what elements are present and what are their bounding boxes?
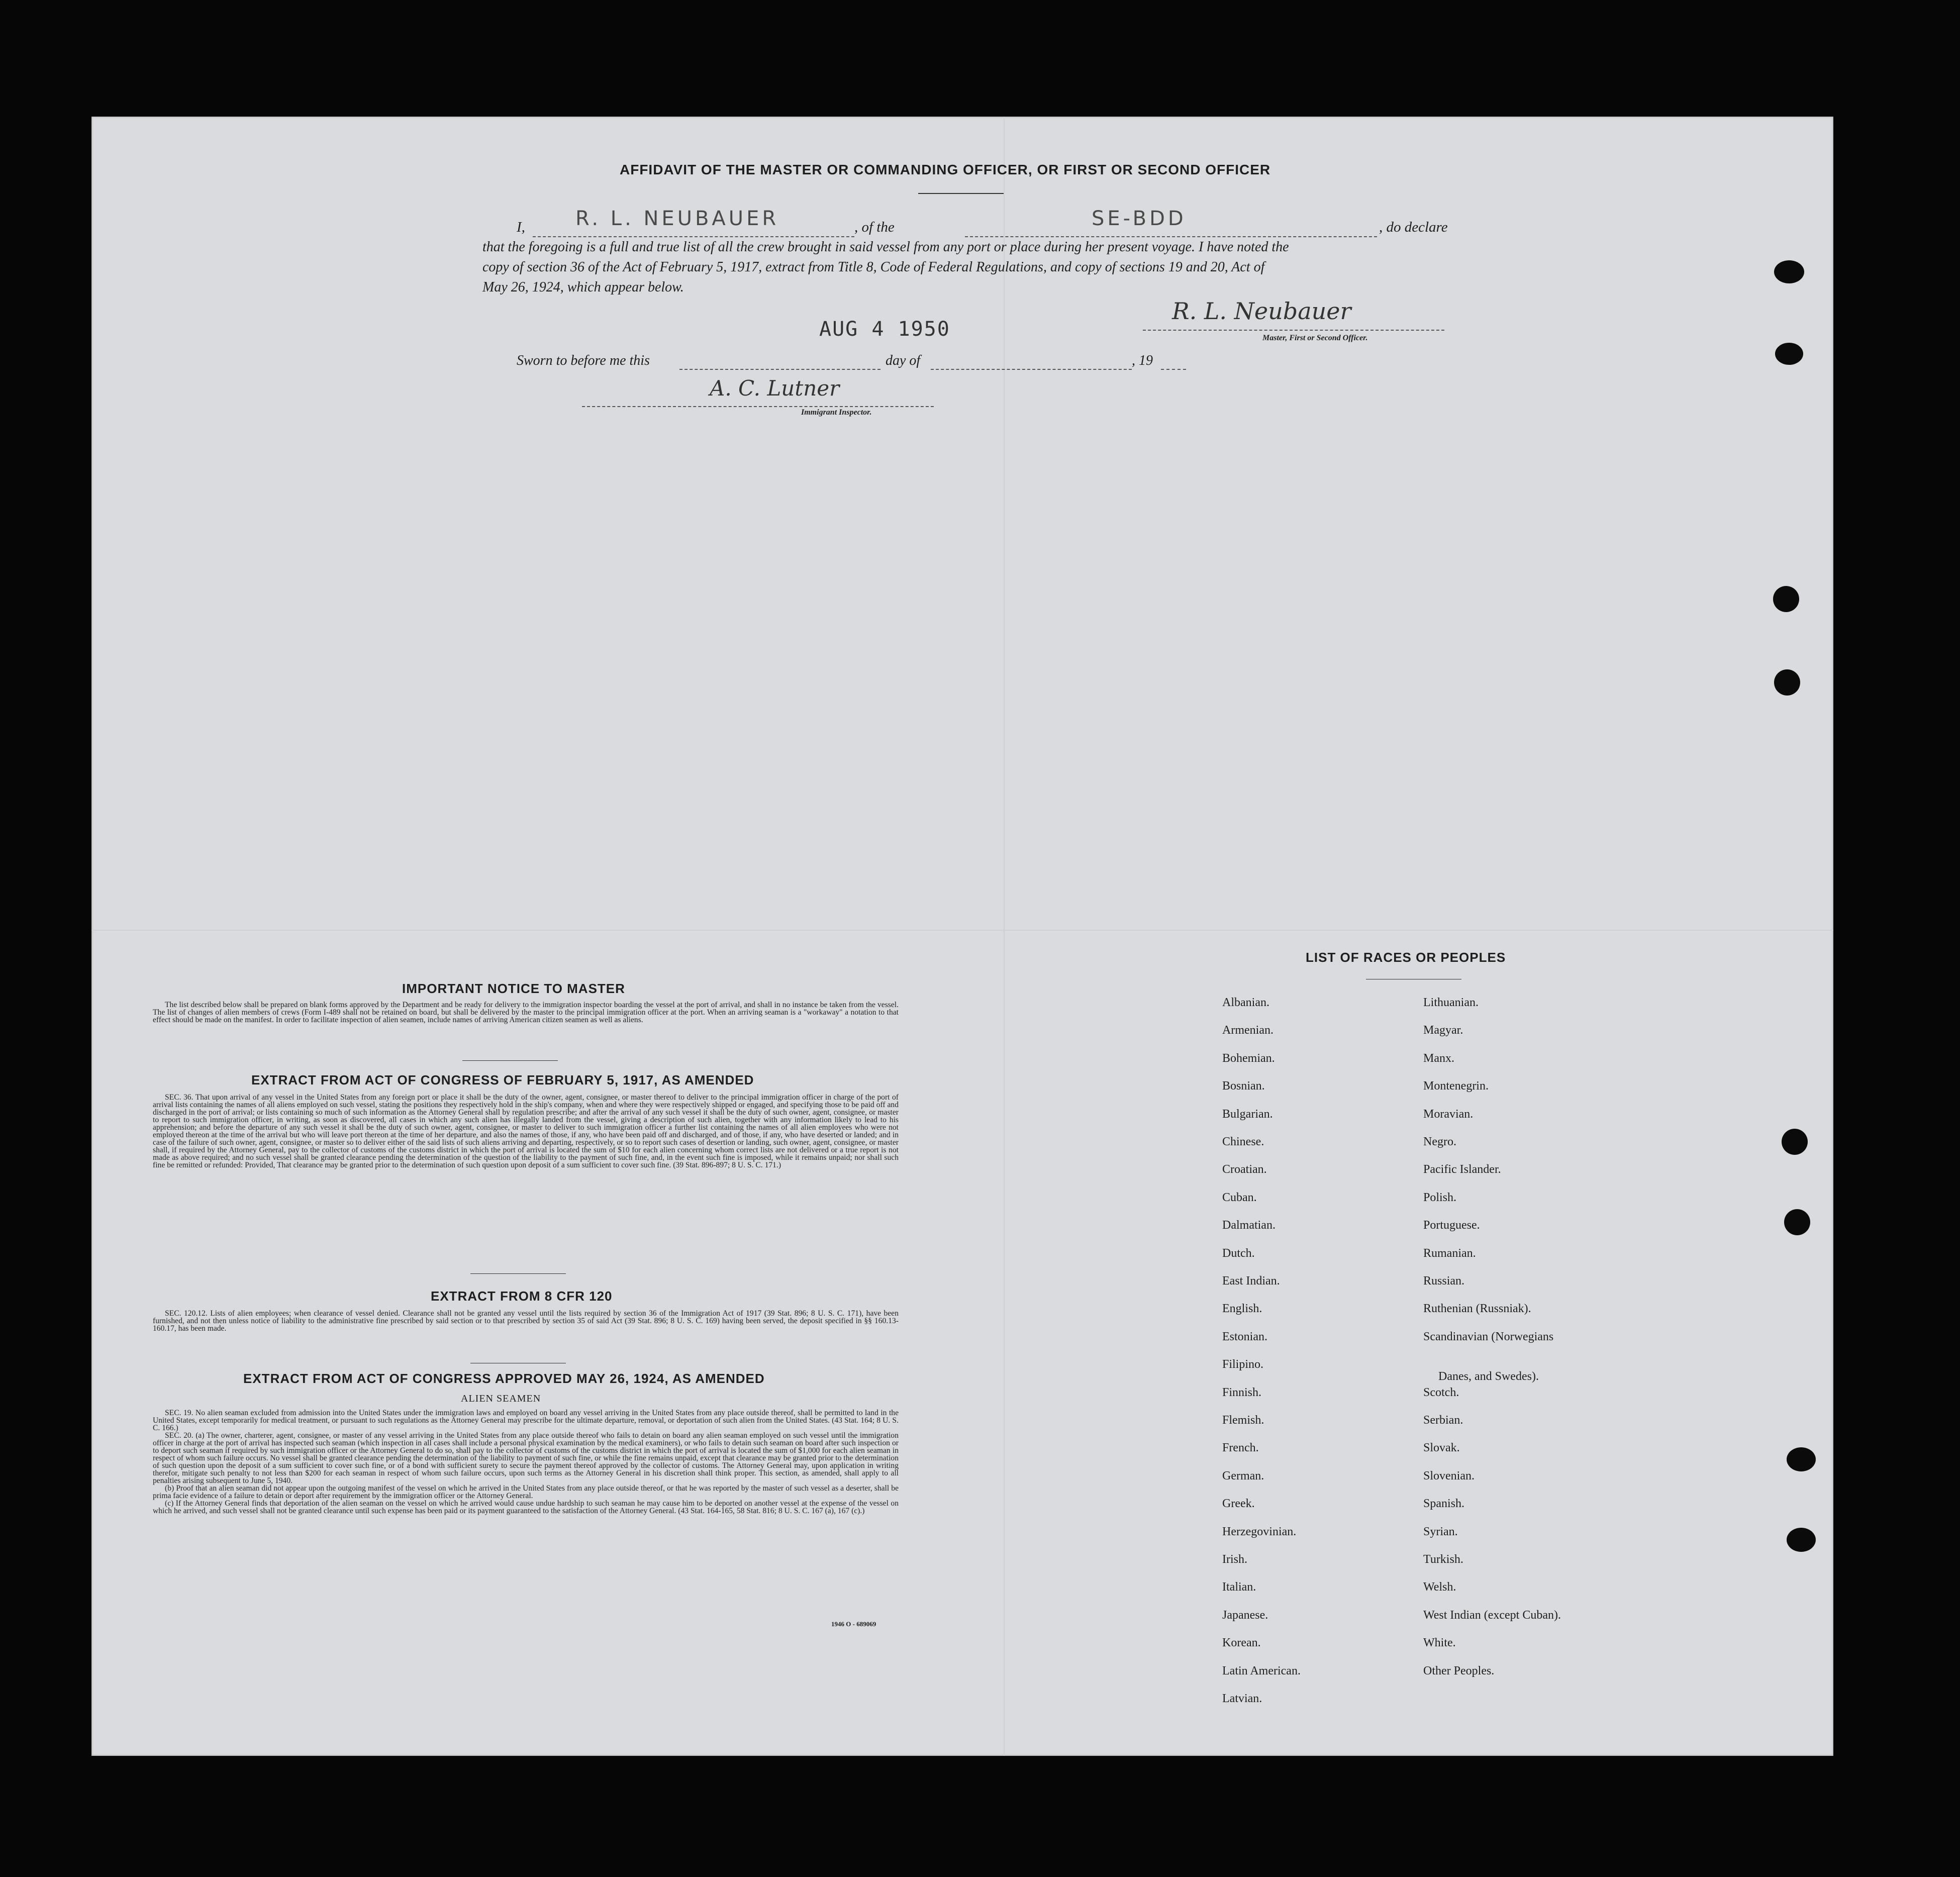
extract-1924-text xyxy=(153,1409,899,1515)
race-item: Polish. xyxy=(1423,1191,1457,1204)
race-item: Scotch. xyxy=(1423,1386,1459,1399)
race-item: Greek. xyxy=(1222,1497,1255,1511)
sec20c-paragraph: (c) If the Attorney General finds that deportation of the alien seaman on the vessel on which he arrived would cause undue hardship to such seaman he may cause him to be deported on another vessel at the expense of the vessel on which he arrived, and such vessel shall not be granted clearance until such expense has been paid or its payment guaranteed to the satisfaction of the Attorney General. (43 Stat. 164-165, 58 Stat. 816; 8 U. S. C. 167 (a), 167 (c).) xyxy=(153,1499,899,1515)
race-item: Korean. xyxy=(1222,1636,1261,1650)
race-item: Negro. xyxy=(1423,1135,1456,1148)
race-item: Ruthenian (Russniak). xyxy=(1423,1302,1531,1316)
alien-seamen-subtitle: ALIEN SEAMEN xyxy=(461,1393,541,1404)
race-item: Lithuanian. xyxy=(1423,996,1479,1009)
race-item: Estonian. xyxy=(1222,1330,1267,1343)
race-item: Portuguese. xyxy=(1423,1219,1480,1232)
master-caption: Master, First or Second Officer. xyxy=(1262,334,1368,342)
inspector-signature: A. C. Lutner xyxy=(710,376,840,401)
race-item: Danes, and Swedes). xyxy=(1438,1370,1539,1384)
race-item: Syrian. xyxy=(1423,1525,1458,1538)
race-item: Latvian. xyxy=(1222,1692,1262,1705)
punch-hole xyxy=(1784,1209,1810,1235)
sec20b-paragraph: (b) Proof that an alien seaman did not appear upon the outgoing manifest of the vessel on which he arrived in the United States from any place outside thereof, or that he was reported by the master of such vessel as a deserter, shall be prima facie evidence of a failure to detain or deport after requirement by the immigration officer or the Attorney General. xyxy=(153,1484,899,1500)
sec120-paragraph: SEC. 120.12. Lists of alien employees; when clearance of vessel denied. Clearance shall not be granted any vessel until the lists required by section 36 of the Immigration Act of 1917 (39 Stat. 896; 8 U. S. C. 171), have been furnished, and not then unless notice of liability to the administrative fine prescribed by said section or to that prescribed by section 35 of said Act (39 Stat. 896; 8 U. S. C. 169) having been served, the deposit specified in §§ 160.13-160.17, has been made. xyxy=(153,1309,899,1333)
punch-hole xyxy=(1774,260,1804,283)
race-item: Bosnian. xyxy=(1222,1079,1265,1093)
master-signature: R. L. Neubauer xyxy=(1172,298,1351,325)
race-item: German. xyxy=(1222,1469,1264,1483)
race-item: Japanese. xyxy=(1222,1608,1268,1622)
race-item: White. xyxy=(1423,1636,1456,1650)
race-item: Russian. xyxy=(1423,1274,1465,1288)
sec20a-paragraph: SEC. 20. (a) The owner, charterer, agent, consignee, or master of any vessel arriving in the United States from any place outside thereof who fails to detain on board any alien seaman employed on such vessel until the immigration officer in charge at the port of arrival has inspected such seaman (which inspection in all cases shall include a personal physical examination by the medical examiners), or who fails to detain such seaman on board after such inspection or to deport such seaman if required by such immigration officer or the Attorney General to do so, shall pay to the collector of customs of the customs district in which the port of arrival is located the sum of $1,000 for each alien seaman in respect of whom such failure occurs. No vessel shall be granted clearance pending the determination of the liability to payment of such fine, or while the fine remains unpaid, except that clearance may be granted prior to the determination of such question upon the deposit of a sum sufficient to cover such fine, or of a bond with sufficient surety to secure the payment thereof approved by the collector of customs. The Attorney General may, upon application in writing therefor, mitigate such penalty to not less than $200 for each seaman in respect of whom such failure occurs, upon such terms as the Attorney General in his discretion shall think proper. This section, as amended, shall apply to all penalties arising subsequent to June 5, 1940. xyxy=(153,1431,899,1485)
of-the-label: , of the xyxy=(854,219,895,235)
races-title: LIST OF RACES OR PEOPLES xyxy=(1306,950,1506,965)
punch-hole xyxy=(1775,343,1803,365)
race-item: Herzegovinian. xyxy=(1222,1525,1297,1538)
race-item: West Indian (except Cuban). xyxy=(1423,1608,1561,1622)
document-sheet xyxy=(91,117,1833,1756)
race-item: East Indian. xyxy=(1222,1274,1280,1288)
race-item: Chinese. xyxy=(1222,1135,1264,1148)
sec19-paragraph: SEC. 19. No alien seaman excluded from admission into the United States under the immigration laws and employed on board any vessel arriving in the United States from any place outside thereof, shall be permitted to land in the United States, except temporarily for medical treatment, or pursuant to such regulations as the Attorney General may prescribe for the ultimate departure, removal, or deportation of such alien from the United States. (43 Stat. 164; 8 U. S. C. 166.) xyxy=(153,1409,899,1432)
extract-1917-rule xyxy=(470,1273,566,1274)
race-item: Croatian. xyxy=(1222,1163,1267,1176)
print-code: 1946 O - 689069 xyxy=(831,1620,876,1628)
race-item: Welsh. xyxy=(1423,1580,1456,1594)
race-item: Serbian. xyxy=(1423,1414,1463,1427)
race-item: Irish. xyxy=(1222,1553,1247,1566)
extract-1917-text xyxy=(153,1094,899,1169)
notice-rule xyxy=(462,1060,558,1061)
affidavit-title-rule xyxy=(918,193,1004,194)
race-item: Manx. xyxy=(1423,1051,1454,1065)
extract-cfr-text xyxy=(153,1310,899,1332)
extract-cfr-title: EXTRACT FROM 8 CFR 120 xyxy=(431,1289,613,1304)
date-stamp: AUG 4 1950 xyxy=(819,318,950,341)
sworn-month-blank xyxy=(931,368,1132,370)
sworn-year-blank xyxy=(1161,368,1186,370)
race-item: Moravian. xyxy=(1423,1107,1474,1121)
vessel-name-handwritten: SE-BDD xyxy=(1092,207,1187,230)
race-item: French. xyxy=(1222,1441,1259,1455)
fold-line-vertical xyxy=(1004,117,1005,1756)
i-label: I, xyxy=(517,219,525,235)
extract-1917-title: EXTRACT FROM ACT OF CONGRESS OF FEBRUARY 5, 1917, AS AMENDED xyxy=(251,1072,754,1088)
extract-1924-title: EXTRACT FROM ACT OF CONGRESS APPROVED MAY 26, 1924, AS AMENDED xyxy=(243,1371,765,1386)
race-item: Slovak. xyxy=(1423,1441,1460,1455)
punch-hole xyxy=(1787,1447,1816,1471)
race-item: Cuban. xyxy=(1222,1191,1257,1204)
race-item: Finnish. xyxy=(1222,1386,1262,1399)
affidavit-title: AFFIDAVIT OF THE MASTER OR COMMANDING OFFICER, OR FIRST OR SECOND OFFICER xyxy=(620,162,1271,177)
master-name-handwritten: R. L. NEUBAUER xyxy=(575,207,779,230)
master-signature-line xyxy=(1143,329,1444,331)
sworn-day-blank xyxy=(679,368,880,370)
notice-text xyxy=(153,1001,899,1024)
race-item: Bohemian. xyxy=(1222,1051,1275,1065)
day-of-label: day of xyxy=(886,353,921,368)
punch-hole xyxy=(1774,669,1800,696)
sec36-paragraph: SEC. 36. That upon arrival of any vessel in the United States from any foreign port or place it shall be the duty of the owner, agent, consignee, or master thereof to deliver to the principal immigration officer in charge of the port of arrival lists containing the names of all aliens employed on such vessel, stating the positions they respectively hold in the ship's company, when and where they were respectively shipped or engaged, and specifying those to be paid off and discharged in the port of arrival; or lists containing so much of such information as the Attorney General shall by regulation prescribe; and after the arrival of any such vessel it shall be the duty of such owner, agent, consignee, or master to report to such immigration officer, in writing, as soon as discovered, all cases in which any such alien has illegally landed from the vessel, giving a description of such alien, together with any information likely to lead to his apprehension; and before the departure of any such vessel it shall be the duty of such owner, agent, consignee, or master to deliver to such immigration officer a further list containing the names of all alien employees who were not employed thereon at the time of the arrival but who will leave port thereon at the time of her departure, and also the names of those, if any, who have been paid off and discharged, and of those, if any, who have deserted or landed; and in case of the failure of such owner, agent, consignee, or master so to deliver either of the said lists of such aliens arriving and departing, respectively, or so to report such cases of desertion or landing, such owner, agent, consignee, or master shall, if required by the Attorney General, pay to the collector of customs of the customs district in which the port of arrival is located the sum of $10 for each alien concerning whom correct lists are not delivered or a true report is not made as above required; and no such vessel shall be granted clearance pending the determination of the question of the liability to the payment of such fine, and, in the event such fine is imposed, while it remains unpaid; nor shall such fine be remitted or refunded: Provided, That clearance may be granted prior to the determination of such question upon deposit of a sum sufficient to cover such fine. (39 Stat. 896-897; 8 U. S. C. 171.) xyxy=(153,1093,899,1169)
punch-hole xyxy=(1787,1528,1816,1552)
race-item: Rumanian. xyxy=(1423,1246,1476,1260)
race-item: Albanian. xyxy=(1222,996,1269,1009)
race-item: Flemish. xyxy=(1222,1414,1264,1427)
race-item: Spanish. xyxy=(1423,1497,1465,1511)
fold-line-horizontal xyxy=(91,930,1833,931)
race-item: Dalmatian. xyxy=(1222,1219,1276,1232)
race-item: Pacific Islander. xyxy=(1423,1163,1501,1176)
year-label: , 19 xyxy=(1132,353,1153,368)
affidavit-body-line-2: copy of section 36 of the Act of February 5, 1917, extract from Title 8, Code of Federal Regulations, and copy of sections 19 and 20, Act of xyxy=(482,259,1265,275)
race-item: Slovenian. xyxy=(1423,1469,1475,1483)
race-item: Turkish. xyxy=(1423,1553,1463,1566)
race-item: Filipino. xyxy=(1222,1358,1264,1371)
punch-hole xyxy=(1773,586,1799,612)
race-item: Italian. xyxy=(1222,1580,1256,1594)
race-item: Bulgarian. xyxy=(1222,1107,1273,1121)
race-item: English. xyxy=(1222,1302,1262,1316)
affidavit-body-line-3: May 26, 1924, which appear below. xyxy=(482,279,684,295)
affidavit-body-line-1: that the foregoing is a full and true list of all the crew brought in said vessel from any port or place during her present voyage. I have noted the xyxy=(482,239,1289,255)
punch-hole xyxy=(1782,1129,1808,1155)
inspector-signature-line xyxy=(582,405,934,407)
race-item: Scandinavian (Norwegians xyxy=(1423,1330,1554,1343)
race-item: Armenian. xyxy=(1222,1024,1273,1037)
notice-paragraph: The list described below shall be prepared on blank forms approved by the Department and be ready for delivery to the immigration inspector boarding the vessel at the port of arrival, and shall in no instance be taken from the vessel. The list of changes of alien members of crews (Form I-489 shall not be retained on board, but shall be delivered by the master to the principal immigration officer at the port. When an arriving seaman is a "workaway" a notation to that effect should be made on the manifest. In order to facilitate inspection of alien seamen, include names of arriving American citizen seamen as well as aliens. xyxy=(153,1001,899,1024)
race-item: Montenegrin. xyxy=(1423,1079,1489,1093)
notice-title: IMPORTANT NOTICE TO MASTER xyxy=(402,981,625,996)
race-item: Latin American. xyxy=(1222,1664,1301,1677)
do-declare-label: , do declare xyxy=(1379,219,1448,235)
race-item: Other Peoples. xyxy=(1423,1664,1495,1677)
race-item: Dutch. xyxy=(1222,1246,1255,1260)
inspector-caption: Immigrant Inspector. xyxy=(801,408,872,417)
race-item: Magyar. xyxy=(1423,1024,1463,1037)
sworn-label: Sworn to before me this xyxy=(517,353,650,368)
